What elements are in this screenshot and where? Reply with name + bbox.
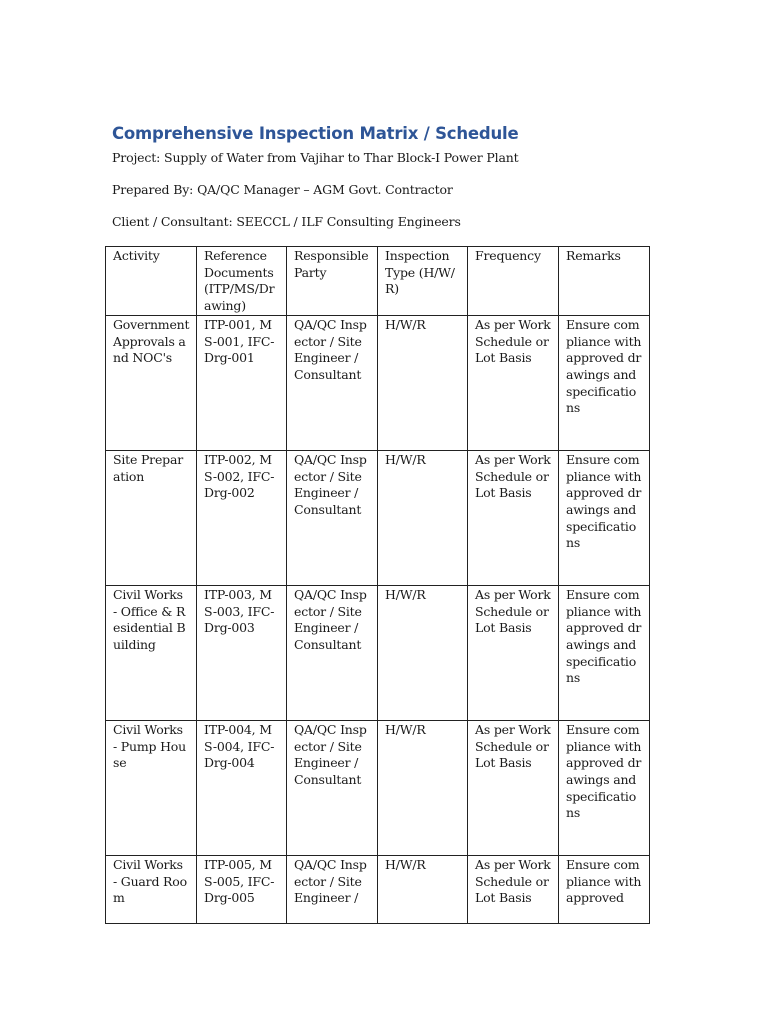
cell-reference: ITP-003, MS-003, IFC-Drg-003: [197, 585, 287, 720]
cell-reference: ITP-002, MS-002, IFC-Drg-002: [197, 450, 287, 585]
inspection-matrix-table: [105, 246, 650, 924]
cell-activity: Civil Works - Office & Residential Building: [106, 585, 197, 720]
cell-activity: Civil Works - Guard Room: [106, 855, 197, 923]
table-row: [106, 855, 650, 923]
cell-responsible: QA/QC Inspector / Site Engineer / Consultant: [287, 315, 378, 450]
cell-responsible: QA/QC Inspector / Site Engineer / Consultant: [287, 720, 378, 855]
header-reference-documents: Reference Documents (ITP/MS/Drawing): [197, 247, 287, 316]
cell-frequency: As per Work Schedule or Lot Basis: [468, 450, 559, 585]
cell-activity: Civil Works - Pump House: [106, 720, 197, 855]
cell-frequency: As per Work Schedule or Lot Basis: [468, 315, 559, 450]
cell-responsible: QA/QC Inspector / Site Engineer / Consultant: [287, 585, 378, 720]
cell-remarks: Ensure compliance with approved: [559, 855, 650, 923]
cell-responsible: QA/QC Inspector / Site Engineer / Consultant: [287, 450, 378, 585]
prepared-by-line: Prepared By: QA/QC Manager – AGM Govt. Contractor: [112, 182, 453, 197]
cell-frequency: As per Work Schedule or Lot Basis: [468, 720, 559, 855]
cell-inspection-type: H/W/R: [378, 720, 468, 855]
cell-remarks: Ensure compliance with approved drawings and specifications: [559, 720, 650, 855]
table-header-row: [106, 247, 650, 316]
header-remarks: Remarks: [559, 247, 650, 316]
cell-activity: Site Preparation: [106, 450, 197, 585]
cell-inspection-type: H/W/R: [378, 315, 468, 450]
cell-inspection-type: H/W/R: [378, 855, 468, 923]
header-activity: Activity: [106, 247, 197, 316]
header-frequency: Frequency: [468, 247, 559, 316]
project-line: Project: Supply of Water from Vajihar to Thar Block-I Power Plant: [112, 150, 519, 165]
cell-remarks: Ensure compliance with approved drawings and specifications: [559, 315, 650, 450]
cell-frequency: As per Work Schedule or Lot Basis: [468, 585, 559, 720]
client-consultant-line: Client / Consultant: SEECCL / ILF Consulting Engineers: [112, 214, 461, 229]
table-row: [106, 720, 650, 855]
header-responsible-party: Responsible Party: [287, 247, 378, 316]
cell-activity: Government Approvals and NOC's: [106, 315, 197, 450]
cell-responsible: QA/QC Inspector / Site Engineer /: [287, 855, 378, 923]
cell-remarks: Ensure compliance with approved drawings and specifications: [559, 585, 650, 720]
cell-reference: ITP-005, MS-005, IFC-Drg-005: [197, 855, 287, 923]
header-inspection-type: Inspection Type (H/W/R): [378, 247, 468, 316]
table-row: [106, 450, 650, 585]
table-row: [106, 315, 650, 450]
document-title: Comprehensive Inspection Matrix / Schedule: [112, 124, 519, 143]
cell-inspection-type: H/W/R: [378, 450, 468, 585]
cell-reference: ITP-001, MS-001, IFC-Drg-001: [197, 315, 287, 450]
table-row: [106, 585, 650, 720]
cell-inspection-type: H/W/R: [378, 585, 468, 720]
cell-remarks: Ensure compliance with approved drawings and specifications: [559, 450, 650, 585]
cell-frequency: As per Work Schedule or Lot Basis: [468, 855, 559, 923]
cell-reference: ITP-004, MS-004, IFC-Drg-004: [197, 720, 287, 855]
